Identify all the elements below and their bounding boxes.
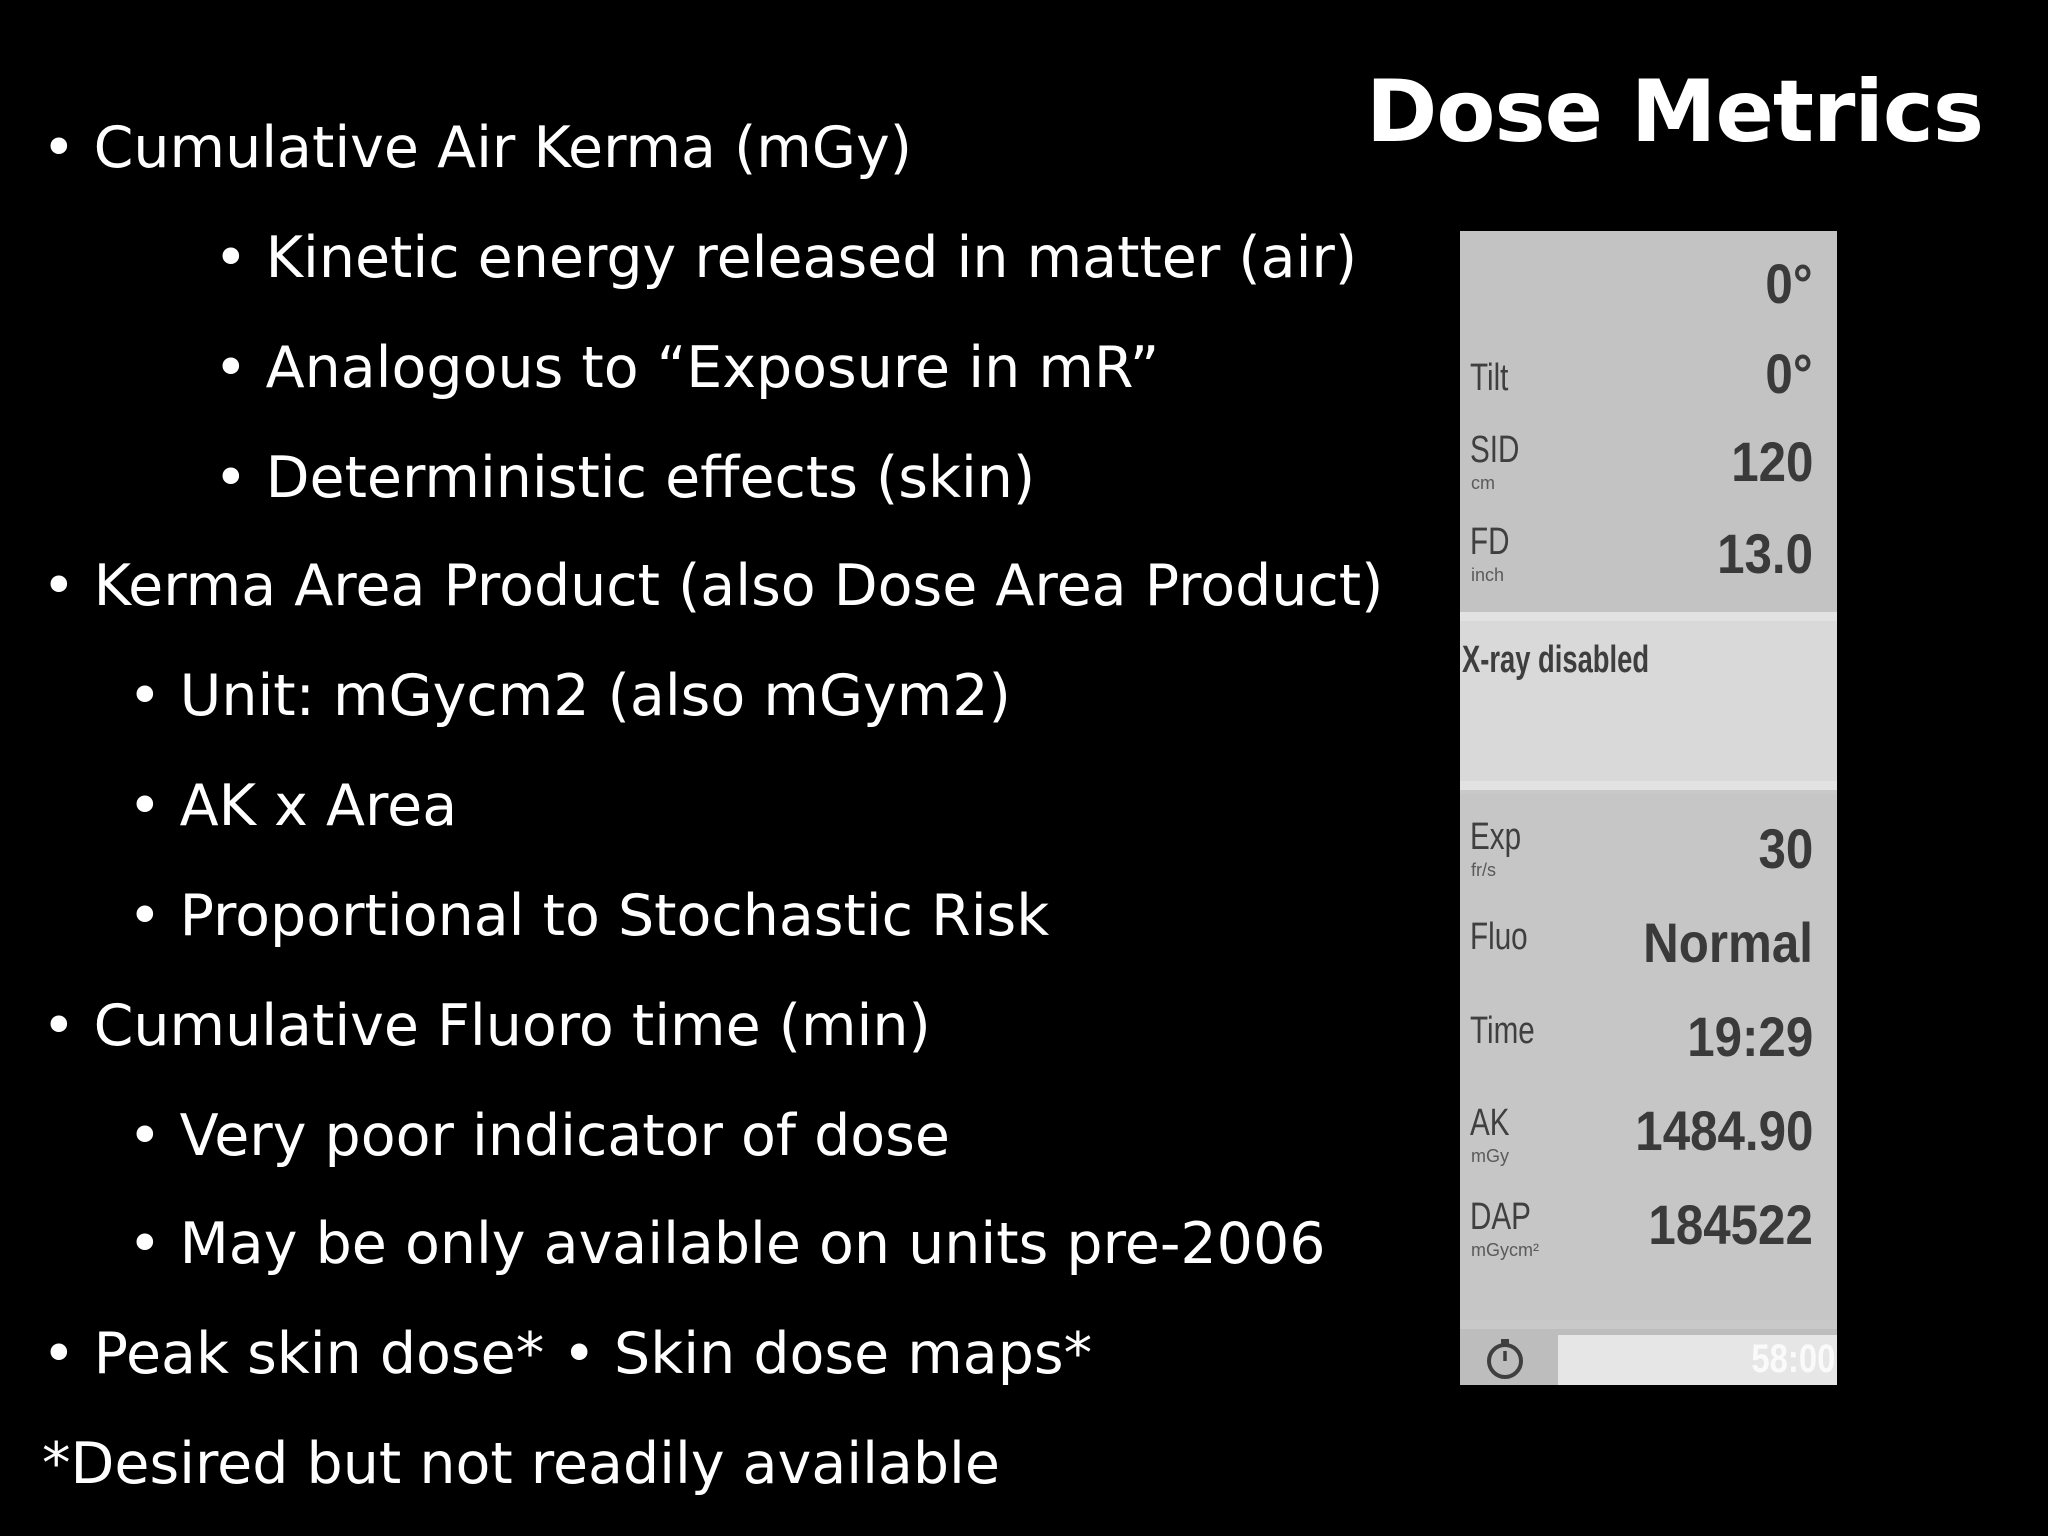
fluo-value: Normal [1643,911,1813,974]
bullet-marker: • [128,883,162,949]
ak-unit: mGy [1471,1146,1509,1166]
bullet-text: Deterministic effects (skin) [265,445,1036,511]
exp-value: 30 [1758,817,1813,880]
dap-label: DAP [1470,1196,1531,1238]
bullet-text: Cumulative Fluoro time (min) [93,993,931,1059]
dose-display-panel [1460,231,1837,1385]
xray-status-message: X-ray disabled [1462,639,1650,681]
stopwatch-icon [1482,1335,1528,1386]
bullet-text: Proportional to Stochastic Risk [179,883,1050,949]
bullet-item [42,1321,1093,1387]
bullet-marker: • [214,225,248,291]
bullet-item [128,883,1050,949]
bullet-item [42,115,912,181]
geometry-section [1460,231,1837,612]
bullet-item [128,1211,1326,1277]
timer-section [1460,1329,1837,1385]
bullet-item [214,445,1036,511]
bullet-text: Peak skin dose* • Skin dose maps* [93,1321,1093,1387]
bullet-text: Unit: mGycm2 (also mGym2) [179,663,1011,729]
bullet-text: AK x Area [179,773,458,839]
bullet-marker: • [214,445,248,511]
bullet-marker: • [42,115,76,181]
bullet-marker: • [128,1103,162,1169]
dap-unit: mGycm² [1471,1240,1539,1260]
bullet-marker: • [128,663,162,729]
time-value: 19:29 [1686,1005,1813,1068]
bullet-text: Very poor indicator of dose [179,1103,950,1169]
bullet-item [42,993,931,1059]
timer-value: 58:00 [1751,1337,1835,1381]
bullet-text: May be only available on units pre-2006 [179,1211,1326,1277]
exp-label: Exp [1470,816,1522,858]
footnote-text: *Desired but not readily available [42,1431,1000,1497]
bullet-text: Analogous to “Exposure in mR” [265,335,1160,401]
timer-display [1558,1335,1837,1385]
fd-value: 13.0 [1717,522,1813,585]
footnote [42,1431,1000,1497]
tilt-label: Tilt [1470,357,1509,399]
bullet-marker: • [42,553,76,619]
bullet-item [214,335,1160,401]
ak-value: 1484.90 [1634,1099,1813,1162]
bullet-marker: • [128,773,162,839]
sid-unit: cm [1471,473,1495,493]
divider [1460,612,1837,621]
sid-label: SID [1470,429,1520,471]
divider [1460,781,1837,790]
bullet-item [214,225,1358,291]
slide-title: Dose Metrics [1366,62,1984,162]
status-message-section [1460,621,1837,781]
bullet-marker: • [42,1321,76,1387]
exp-unit: fr/s [1471,860,1496,880]
bullet-item [128,1103,950,1169]
bullet-text: Kinetic energy released in matter (air) [265,225,1358,291]
tilt-value: 0° [1765,342,1813,405]
bullet-marker: • [42,993,76,1059]
fluo-label: Fluo [1470,916,1528,958]
time-label: Time [1470,1010,1535,1052]
bullet-item [128,663,1011,729]
ak-label: AK [1470,1102,1510,1144]
fd-label: FD [1470,521,1510,563]
dap-value: 184522 [1648,1193,1813,1256]
bullet-marker: • [128,1211,162,1277]
bullet-item [128,773,458,839]
bullet-text: Cumulative Air Kerma (mGy) [93,115,912,181]
exposure-section [1460,794,1837,1320]
sid-value: 120 [1730,430,1813,493]
bullet-item [42,553,1384,619]
bullet-marker: • [214,335,248,401]
fd-unit: inch [1471,565,1505,585]
rotation-value: 0° [1765,252,1813,315]
bullet-text: Kerma Area Product (also Dose Area Product) [93,553,1384,619]
